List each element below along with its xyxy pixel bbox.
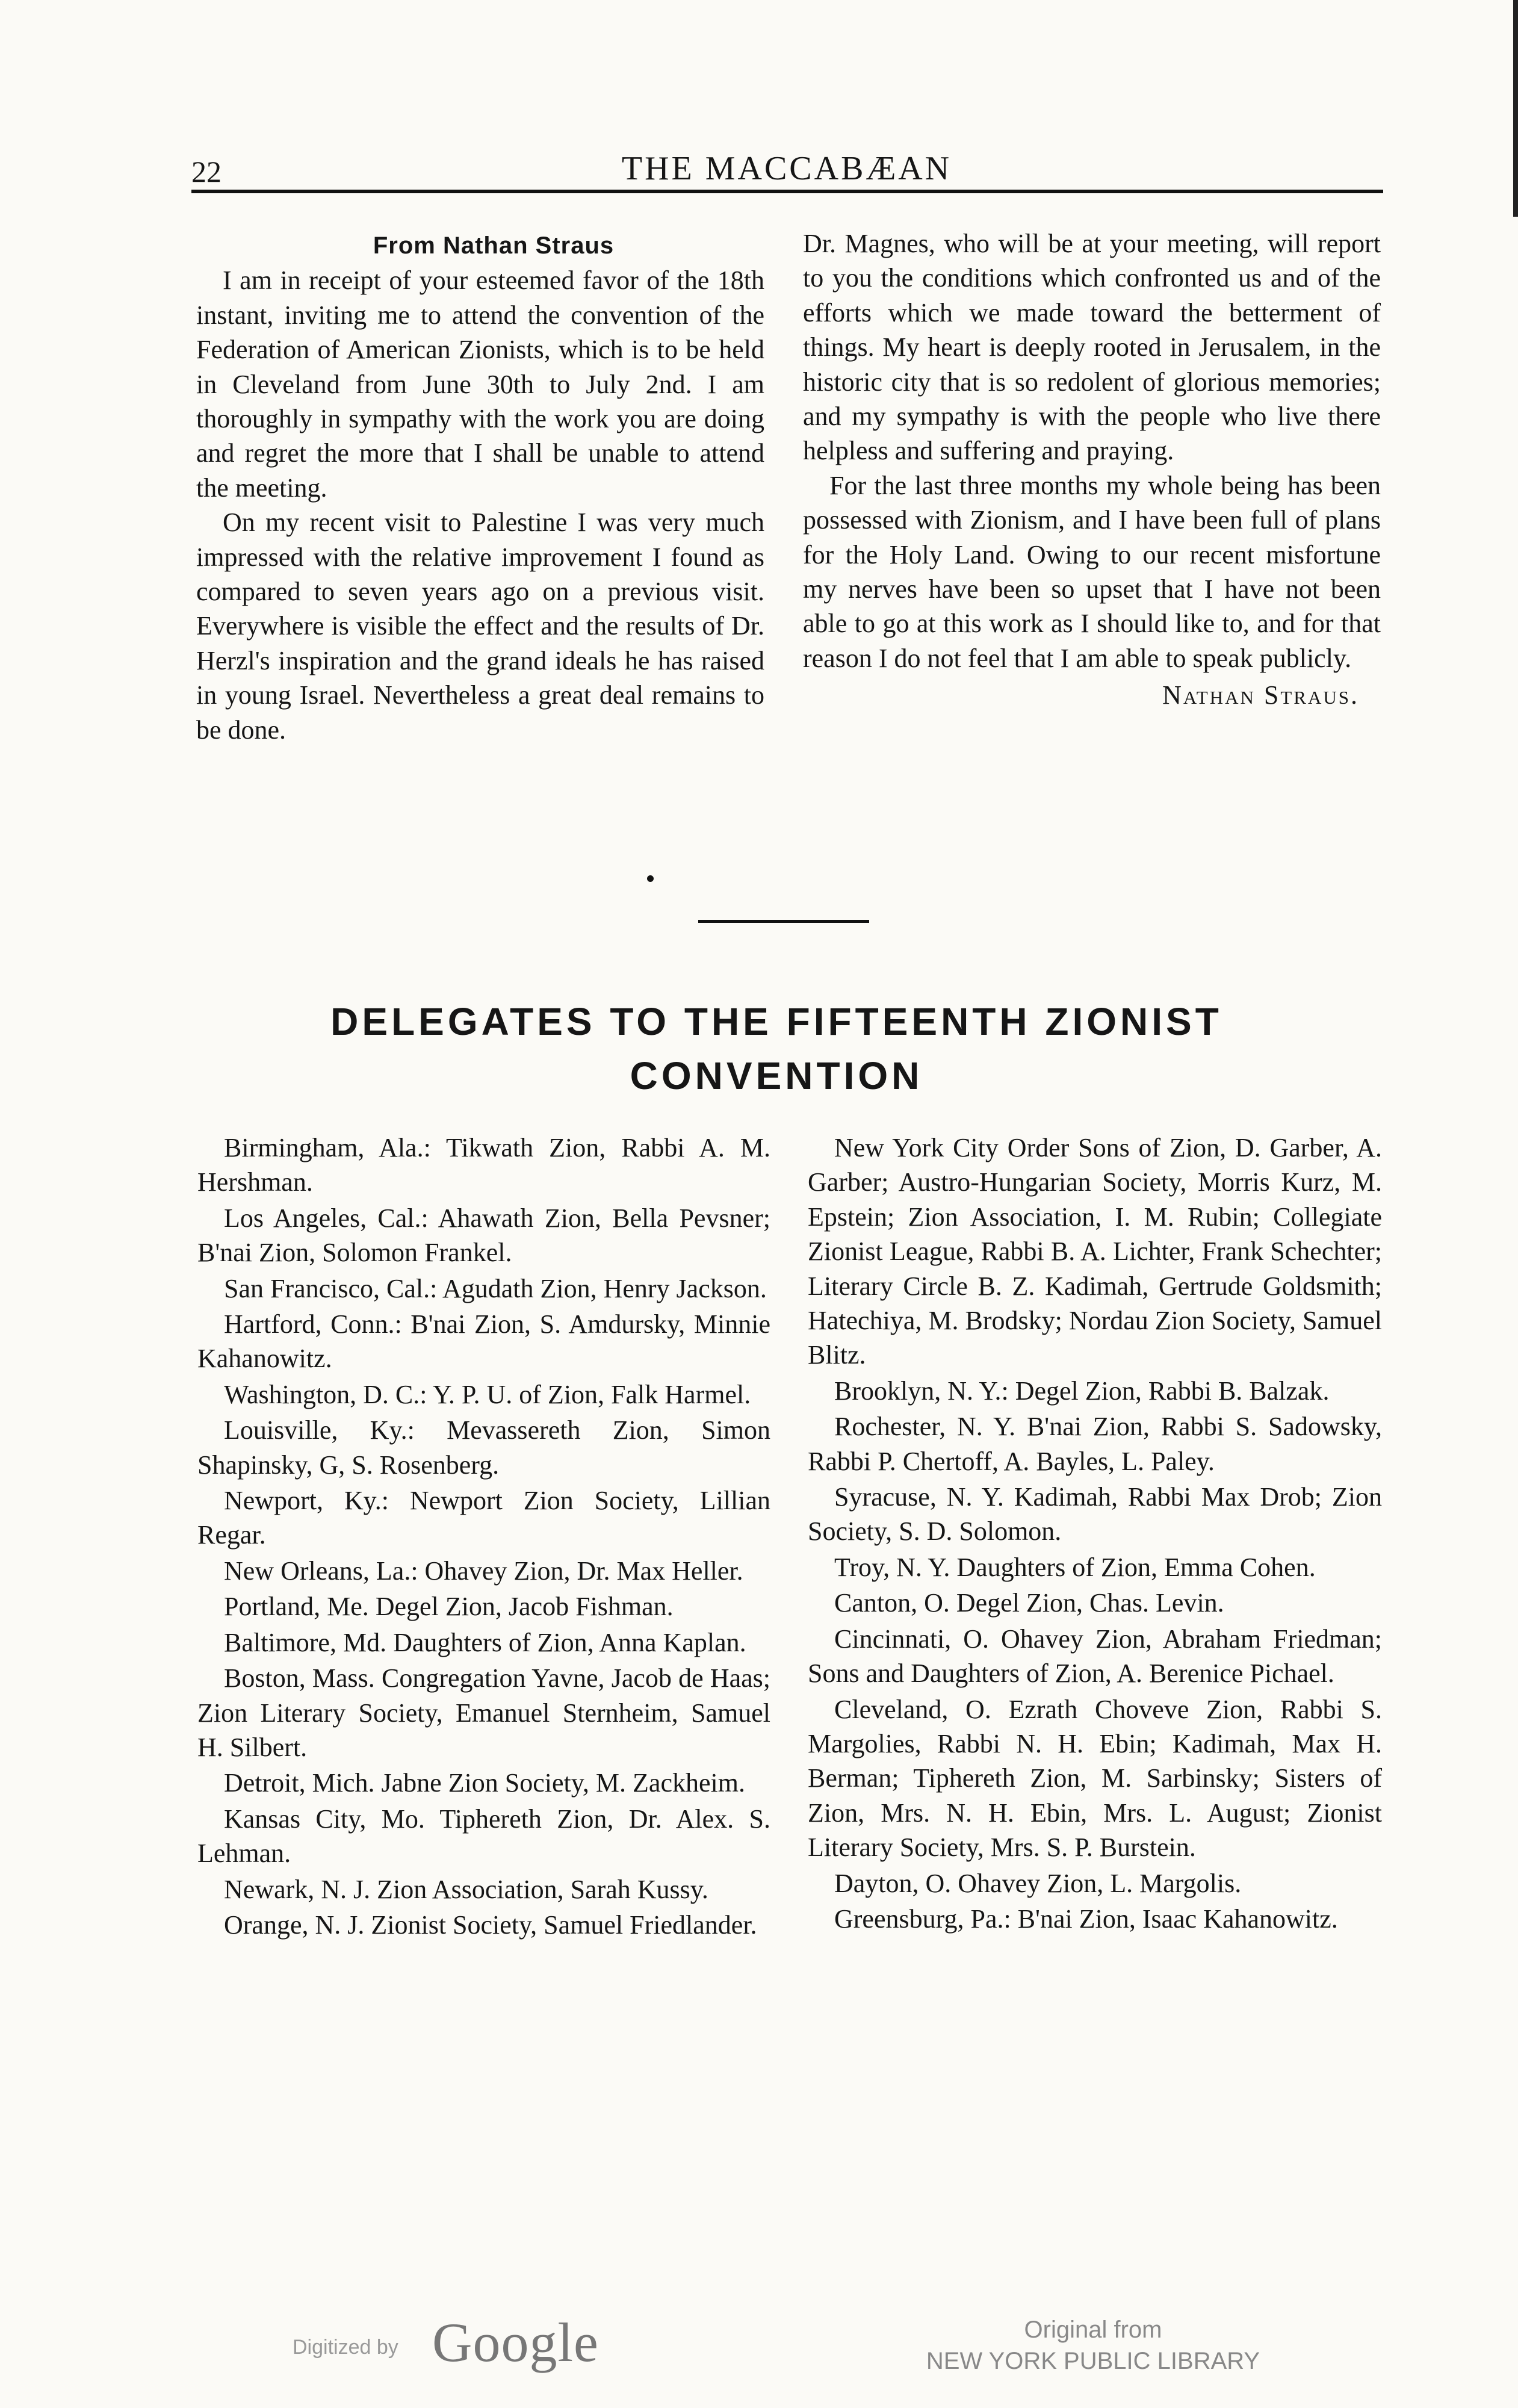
delegate-entry: Hartford, Conn.: B'nai Zion, S. Amdursky, Minnie Kahanowitz.	[197, 1309, 770, 1374]
delegate-entry: Detroit, Mich. Jabne Zion Society, M. Zackheim.	[224, 1768, 745, 1798]
delegate-entry: Newark, N. J. Zion Association, Sarah Kussy.	[224, 1874, 708, 1904]
library-attribution	[894, 2314, 1292, 2377]
letter-signature: Nathan Straus.	[1162, 680, 1359, 710]
letter-column-left	[196, 229, 764, 747]
delegate-entry: New York City Order Sons of Zion, D. Garber, A. Garber; Austro-Hungarian Society, Morris Kurz, M. Epstein; Zion Association, I. M. Rubin; Collegiate Zionist League, Rabbi B. A. Lichter, Frank Schechter; Literary Circle B. Z. Kadimah, Gertrude Goldsmith; Hatechiya, M. Brodsky; Nordau Zion Society, Samuel Blitz.	[808, 1133, 1382, 1370]
delegate-entry: Troy, N. Y. Daughters of Zion, Emma Cohen.	[834, 1552, 1316, 1582]
delegate-entry: Washington, D. C.: Y. P. U. of Zion, Falk Harmel.	[224, 1379, 751, 1409]
section-title: DELEGATES TO THE FIFTEENTH ZIONIST CONVENTION	[330, 1000, 1222, 1097]
delegate-entry: Orange, N. J. Zionist Society, Samuel Friedlander.	[224, 1910, 757, 1940]
delegate-entry: Rochester, N. Y. B'nai Zion, Rabbi S. Sadowsky, Rabbi P. Chertoff, A. Bayles, L. Paley.	[808, 1412, 1382, 1476]
delegate-entry: New Orleans, La.: Ohavey Zion, Dr. Max Heller.	[224, 1556, 743, 1586]
delegate-entry: Canton, O. Degel Zion, Chas. Levin.	[834, 1588, 1224, 1618]
delegate-entry: Louisville, Ky.: Mevassereth Zion, Simon Shapinsky, G, S. Rosenberg.	[197, 1415, 770, 1480]
delegate-entry: Portland, Me. Degel Zion, Jacob Fishman.	[224, 1592, 674, 1622]
letter-paragraph: On my recent visit to Palestine I was very much impressed with the relative improvement I found as compared to seven years ago on a previous visit. Everywhere is visible the effect and the results of Dr. Herzl's inspiration and the grand ideals he has raised in young Israel. Nevertheless a great deal remains to be done.	[196, 507, 764, 745]
letter-paragraph: For the last three months my whole being has been possessed with Zionism, and I have been full of plans for the Holy Land. Owing to our recent misfortune my nerves have been so upset that I have not been able to go at this work as I should like to, and for that reason I do not feel that I am able to speak publicly.	[803, 470, 1381, 673]
delegate-entry: Cleveland, O. Ezrath Choveve Zion, Rabbi S. Margolies, Rabbi N. H. Ebin; Kadimah, Max H. Berman; Tiphereth Zion, M. Sarbinsky; Sisters of Zion, Mrs. N. H. Ebin, Mrs. L. August; Zionist Literary Society, Mrs. S. P. Burstein.	[808, 1694, 1382, 1863]
letter-paragraph: I am in receipt of your esteemed favor of the 18th instant, inviting me to attend the convention of the Federation of American Zionists, which is to be held in Cleveland from June 30th to July 2nd. I am thoroughly in sympathy with the work you are doing and regret the more that I shall be unable to attend the meeting.	[196, 265, 764, 503]
letter-column-right	[803, 226, 1381, 713]
delegates-column-left	[197, 1129, 770, 1942]
letter-heading: From Nathan Straus	[373, 232, 615, 259]
delegate-entry: Dayton, O. Ohavey Zion, L. Margolis.	[834, 1868, 1242, 1898]
delegate-entry: Birmingham, Ala.: Tikwath Zion, Rabbi A. M. Hershman.	[197, 1133, 770, 1197]
original-from-label: Original from	[1024, 2316, 1162, 2343]
delegate-entry: Greensburg, Pa.: B'nai Zion, Isaac Kahanowitz.	[834, 1904, 1338, 1934]
delegate-entry: Cincinnati, O. Ohavey Zion, Abraham Friedman; Sons and Daughters of Zion, A. Berenice Pichael.	[808, 1624, 1382, 1689]
delegate-entry: San Francisco, Cal.: Agudath Zion, Henry Jackson.	[224, 1273, 767, 1303]
journal-title: THE MACCABÆAN	[621, 150, 952, 187]
section-separator	[698, 920, 869, 923]
page-number: 22	[191, 155, 222, 188]
delegate-entry: Newport, Ky.: Newport Zion Society, Lillian Regar.	[197, 1486, 770, 1550]
delegate-entry: Brooklyn, N. Y.: Degel Zion, Rabbi B. Balzak.	[834, 1376, 1330, 1406]
running-head	[191, 149, 1382, 194]
delegates-column-right	[808, 1129, 1382, 1936]
delegate-entry: Los Angeles, Cal.: Ahawath Zion, Bella Pevsner; B'nai Zion, Solomon Frankel.	[197, 1203, 770, 1268]
ornament-dot	[647, 875, 654, 882]
delegate-entry: Boston, Mass. Congregation Yavne, Jacob de Haas; Zion Literary Society, Emanuel Sternheim, Samuel H. Silbert.	[197, 1663, 770, 1762]
delegate-entry: Syracuse, N. Y. Kadimah, Rabbi Max Drob; Zion Society, S. D. Solomon.	[808, 1482, 1382, 1547]
delegate-entry: Baltimore, Md. Daughters of Zion, Anna Kaplan.	[224, 1627, 746, 1657]
header-rule	[191, 190, 1383, 193]
binding-edge	[1513, 0, 1518, 217]
delegate-entry: Kansas City, Mo. Tiphereth Zion, Dr. Alex. S. Lehman.	[197, 1804, 770, 1869]
google-logo: Google	[432, 2312, 599, 2373]
digitized-by-label: Digitized by	[293, 2336, 398, 2359]
letter-paragraph: Dr. Magnes, who will be at your meeting, will report to you the conditions which confronted us and of the efforts which we made toward the betterment of things. My heart is deeply rooted in Jerusalem, in the historic city that is so redolent of glorious memories; and my sympathy is with the people who live there helpless and suffering and praying.	[803, 229, 1381, 466]
library-name: NEW YORK PUBLIC LIBRARY	[926, 2348, 1260, 2374]
